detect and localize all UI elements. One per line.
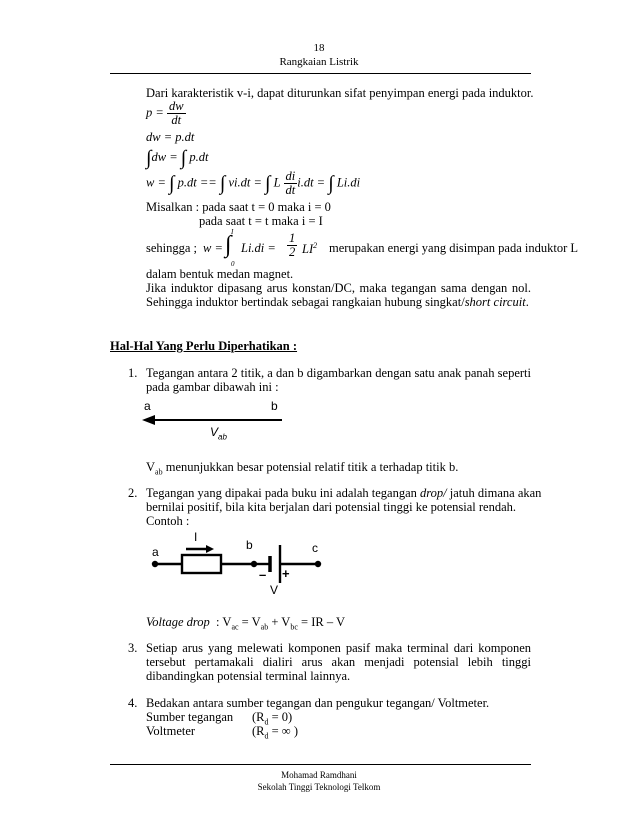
para-line-3-end: . (525, 295, 529, 309)
item-4-row-1-label: Sumber tegangan (146, 710, 234, 724)
figure-circuit (146, 530, 336, 598)
eq-sehingga-half (287, 232, 297, 259)
fig1-label-vab (210, 425, 227, 441)
voltage-drop-label: Voltage drop (146, 615, 210, 629)
intro-text: Dari karakteristik v-i, dapat diturunkan sifat penyimpan energi pada induktor. (146, 86, 534, 100)
eq-power-num: dw (168, 99, 184, 113)
item-4-row-1-eq: = 0) (268, 710, 293, 724)
item-2-line-1-end: jatuh dimana akan (446, 486, 542, 500)
footer-author: Mohamad Ramdhani (281, 770, 357, 780)
item-4-row-2-value (252, 724, 298, 741)
fig2-label-i: I (194, 530, 198, 544)
fig2-label-plus: + (282, 566, 290, 581)
voltage-drop-eq1: = V (238, 615, 261, 629)
para-line-3-italic: short circuit (464, 295, 526, 309)
eq-sehingga-w: w = (203, 241, 223, 255)
item-1-number: 1. (128, 366, 138, 380)
fig2-label-c: c (312, 541, 318, 555)
section-title: Hal-Hal Yang Perlu Diperhatikan : (110, 339, 298, 353)
eq-power-lhs: p = (146, 105, 164, 120)
eq-sehingga-square: 2 (313, 241, 318, 250)
eq-sehingga-li2 (302, 241, 317, 257)
eq-sehingga-half-num: 1 (289, 231, 296, 245)
eq-sehingga-lower: 0 (231, 260, 235, 268)
item-4-row-1-r: (R (252, 710, 265, 724)
fig1-label-v: V (210, 425, 219, 439)
eq-sehingga-li: LI (302, 242, 314, 257)
node-c (315, 561, 321, 567)
item-3-line-1: Setiap arus yang melewati komponen pasif maka terminal dari komponen (146, 641, 531, 655)
item-4-number: 4. (128, 696, 138, 710)
para-line-3-text: Sehingga induktor bertindak sebagai rangkaian hubung singkat/ (146, 295, 465, 309)
eq-sehingga-integral: ∫ (225, 232, 232, 258)
eq-sehingga-upper: I (231, 228, 234, 236)
misalkan-line-2: pada saat t = t maka i = I (199, 214, 323, 228)
item-4-row-1-sub: d (264, 717, 269, 727)
item-1-note-text: menunjukkan besar potensial relatif titik a terhadap titik b. (162, 460, 459, 474)
voltage-drop-sub-ab: ab (260, 622, 269, 632)
eq-sehingga-integrand: Li.di = (241, 241, 276, 255)
eq-energy-vidt: vi.dt = (228, 175, 262, 190)
item-1-line-2: pada gambar dibawah ini : (146, 380, 279, 394)
figure-voltage-arrow (138, 396, 286, 444)
fig1-label-b: b (271, 399, 278, 413)
eq-integral-rhs: p.dt (189, 150, 209, 164)
misalkan-line-1: Misalkan : pada saat t = 0 maka i = 0 (146, 200, 331, 214)
fig1-label-a: a (144, 399, 151, 413)
eq-power-fraction (167, 100, 186, 127)
item-2-line-2: bernilai positif, bila kita berjalan dari potensial tinggi ke potensial rendah. (146, 500, 517, 514)
item-1-note-v: V (146, 460, 156, 474)
eq-sehingga-half-den: 2 (289, 245, 296, 260)
item-4-line-1: Bedakan antara sumber tegangan dan pengukur tegangan/ Voltmeter. (146, 696, 490, 710)
resistor (182, 555, 221, 573)
eq-energy-idt: i.dt = (297, 175, 326, 190)
voltage-drop-eq2: + V (268, 615, 291, 629)
item-1-note-sub: ab (155, 467, 163, 477)
voltage-drop-formula (146, 615, 345, 632)
eq-integral: ∫dw = ∫ p.dt (146, 147, 209, 169)
eq-energy-pdt: p.dt == (177, 175, 217, 190)
item-3-line-3: dibandingkan potensial terminal lainnya. (146, 669, 351, 683)
item-4-row-2-sub: d (264, 731, 269, 741)
eq-energy: w = ∫ p.dt == ∫ vi.dt = ∫ L $\frac{di}{dt}$ i.dt = ∫ Li.di (146, 169, 361, 198)
voltage-arrow-head (142, 415, 155, 425)
eq-energy-den: dt (285, 183, 296, 198)
voltage-drop-end: = IR – V (297, 615, 345, 629)
page-number: 18 (313, 42, 325, 54)
item-3-number: 3. (128, 641, 138, 655)
eq-energy-w: w = (146, 175, 170, 190)
header-rule (110, 73, 531, 74)
eq-power-den: dt (171, 113, 182, 128)
item-2-number: 2. (128, 486, 138, 500)
eq-energy-lidi: Li.di (336, 175, 361, 190)
fig2-label-b: b (246, 538, 253, 552)
voltage-drop-sub-ac: ac (231, 622, 239, 632)
voltage-drop-v: : V (209, 615, 232, 629)
item-2-line-1-text: Tegangan yang dipakai pada buku ini adalah tegangan (146, 486, 421, 500)
running-title: Rangkaian Listrik (279, 56, 359, 68)
item-2-line-1 (146, 486, 541, 501)
eq-energy-fraction (284, 170, 298, 197)
eq-dw: dw = p.dt (146, 130, 195, 144)
item-3-line-2: tersebut pertamakali dialiri arus akan menjadi potensial lebih tinggi (146, 655, 531, 669)
para-line-1: dalam bentuk medan magnet. (146, 267, 294, 281)
circuit-svg (146, 530, 336, 598)
sehingga-text: merupakan energi yang disimpan pada induktor L (329, 241, 579, 255)
fig2-label-minus: – (259, 567, 267, 582)
fig1-label-v-sub: ab (218, 432, 227, 442)
fig2-label-a: a (152, 545, 159, 559)
current-arrow-head (206, 545, 214, 553)
eq-power (146, 100, 186, 127)
eq-energy-num: di (285, 169, 296, 183)
item-1-line-1: Tegangan antara 2 titik, a dan b digambarkan dengan satu anak panah seperti (146, 366, 531, 380)
item-1-note (146, 460, 458, 477)
item-4-row-2-r: (R (252, 724, 265, 738)
footer-rule (110, 764, 531, 765)
item-4-row-2-eq: = ∞ ) (268, 724, 298, 738)
item-4-row-2-label: Voltmeter (146, 724, 196, 738)
eq-integral-lhs: dw = (151, 150, 181, 164)
eq-energy-l: L (273, 175, 281, 190)
item-2-line-1-italic: drop/ (420, 486, 447, 500)
footer-institution: Sekolah Tinggi Teknologi Telkom (257, 782, 381, 792)
para-line-3 (146, 295, 529, 310)
sehingga-prefix: sehingga ; (146, 241, 198, 255)
item-2-line-3: Contoh : (146, 514, 190, 528)
voltage-drop-sub-bc: bc (290, 622, 298, 632)
fig2-label-v: V (270, 583, 279, 597)
para-line-2: Jika induktor dipasang arus konstan/DC, maka tegangan sama dengan nol. (146, 281, 531, 295)
